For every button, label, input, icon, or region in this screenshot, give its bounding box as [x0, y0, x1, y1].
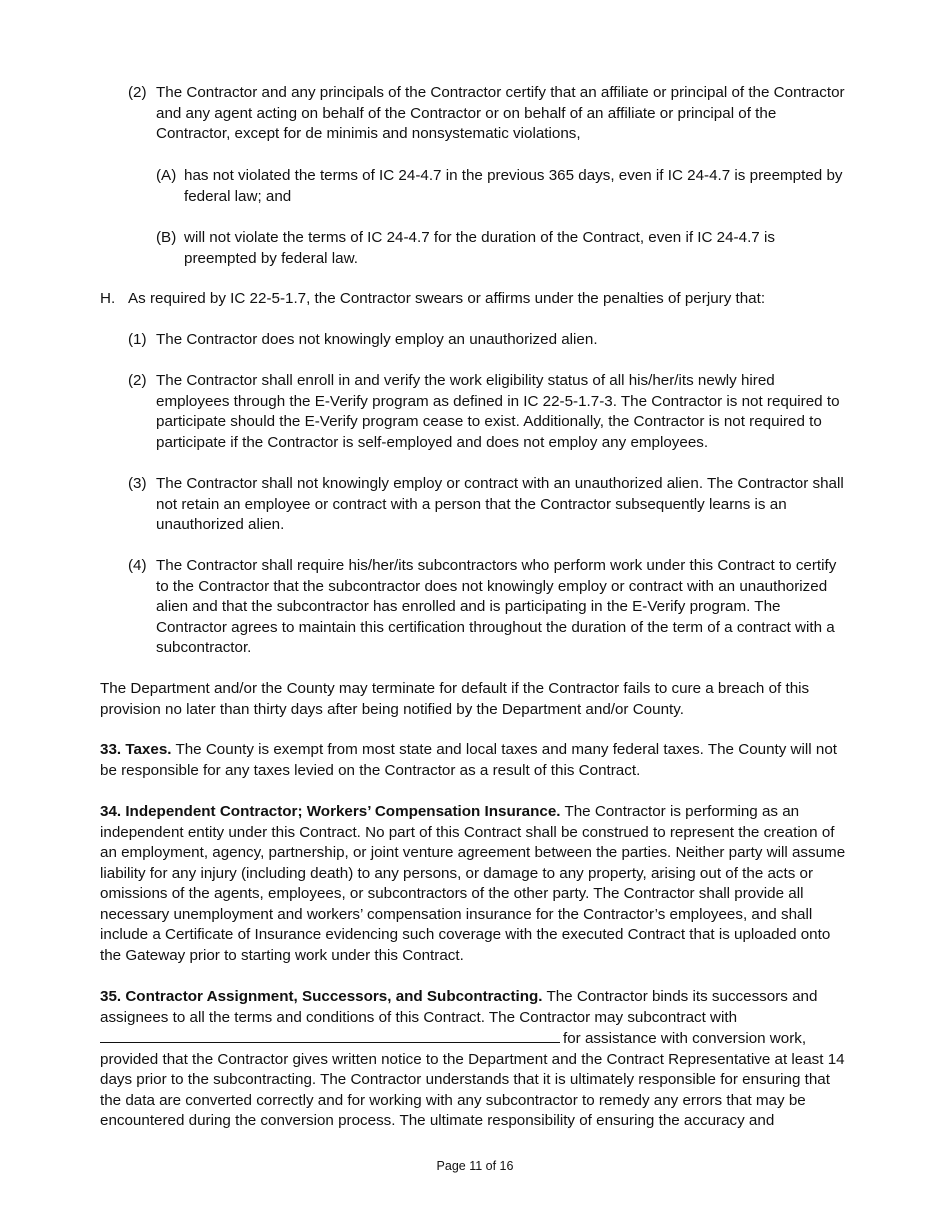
- list-item-2-certification: [128, 83, 850, 145]
- list-item-text: The Contractor shall enroll in and verify the work eligibility status of all his/her/its newly hired employees through the E-Verify program as defined in IC 22-5-1.7-3. The Contractor is not required to participate should the E-Verify program cease to exist. Additionally, the Contractor is not required to participate if the Contractor is self-employed and does not employ any employees.: [156, 372, 840, 451]
- list-item-2a: [156, 166, 846, 207]
- list-marker: (B): [156, 229, 177, 246]
- section-text-before: The Contractor binds its successors and assignees to all the terms and conditions of this Contract. The Contractor may subcontract with: [100, 988, 818, 1026]
- section-heading: 35. Contractor Assignment, Successors, and Subcontracting.: [100, 988, 543, 1005]
- list-item-text: The Contractor does not knowingly employ an unauthorized alien.: [156, 331, 598, 348]
- list-item-h1: [128, 330, 850, 351]
- subcontractor-blank-line: [100, 1028, 560, 1043]
- list-item-2b: [156, 228, 846, 269]
- section-heading: 33. Taxes.: [100, 741, 172, 758]
- section-heading: 34. Independent Contractor; Workers’ Compensation Insurance.: [100, 803, 561, 820]
- section-34-independent-contractor: [100, 802, 850, 966]
- list-marker: (2): [128, 372, 147, 389]
- list-item-text: will not violate the terms of IC 24-4.7 for the duration of the Contract, even if IC 24-4.7 is preempted by federal law.: [184, 229, 775, 267]
- list-item-text: has not violated the terms of IC 24-4.7 in the previous 365 days, even if IC 24-4.7 is preempted by federal law; and: [184, 167, 843, 205]
- list-marker: (4): [128, 557, 147, 574]
- list-marker: (A): [156, 167, 177, 184]
- section-text: The Contractor is performing as an independent entity under this Contract. No part of this Contract shall be construed to represent the creation of an employment, agency, partnership, or joint venture agreement between the parties. Neither party will assume liability for any injury (including death) to any persons, or damage to any property, arising out of the acts or omissions of the agents, employees, or subcontractors of the other party. The Contractor shall provide all necessary unemployment and workers’ compensation insurance for the Contractor’s employees, and shall include a Certificate of Insurance evidencing such coverage with the executed Contract that is uploaded onto the Gateway prior to starting work under this Contract.: [100, 803, 846, 964]
- section-text: The County is exempt from most state and local taxes and many federal taxes. The County will not be responsible for any taxes levied on the Contractor as a result of this Contract.: [100, 741, 837, 779]
- list-marker: (1): [128, 331, 147, 348]
- list-marker: (3): [128, 475, 147, 492]
- section-h-intro: [100, 289, 850, 310]
- list-item-h4: [128, 556, 850, 659]
- list-item-h2: [128, 371, 850, 453]
- termination-paragraph: The Department and/or the County may terminate for default if the Contractor fails to cure a breach of this provision no later than thirty days after being notified by the Department and/or County.: [100, 680, 810, 718]
- section-marker: H.: [100, 290, 116, 307]
- list-item-h3: [128, 474, 850, 536]
- list-marker: (2): [128, 84, 147, 101]
- list-item-text: The Contractor shall require his/her/its subcontractors who perform work under this Contract to certify to the Contractor that the subcontractor does not knowingly employ or contract with an unauthorized alien and that the subcontractor has enrolled and is participating in the E-Verify program. The Contractor agrees to maintain this certification throughout the duration of the term of a contract with a subcontractor.: [156, 557, 837, 656]
- list-item-text: The Contractor shall not knowingly employ or contract with an unauthorized alien. The Contractor shall not retain an employee or contract with a person that the Contractor subsequently learns is an unauthorized alien.: [156, 475, 844, 533]
- section-text-after: for assistance with conversion work, provided that the Contractor gives written notice to the Department and the Contract Representative at least 14 days prior to the subcontracting. The Contractor understands that it is ultimately responsible for ensuring that the data are converted correctly and for working with any subcontractor to remedy any errors that may be encountered during the conversion process. The ultimate responsibility of ensuring the accuracy and: [100, 1030, 845, 1129]
- page-number-footer: Page 11 of 16: [436, 1159, 514, 1173]
- section-h-text: As required by IC 22-5-1.7, the Contractor swears or affirms under the penalties of perjury that:: [128, 290, 766, 307]
- section-33-taxes: [100, 740, 850, 781]
- section-35-assignment: [100, 987, 850, 1132]
- list-item-text: The Contractor and any principals of the Contractor certify that an affiliate or principal of the Contractor and any agent acting on behalf of the Contractor or on behalf of an affiliate or principal of the Contractor, except for de minimis and nonsystematic violations,: [156, 84, 845, 142]
